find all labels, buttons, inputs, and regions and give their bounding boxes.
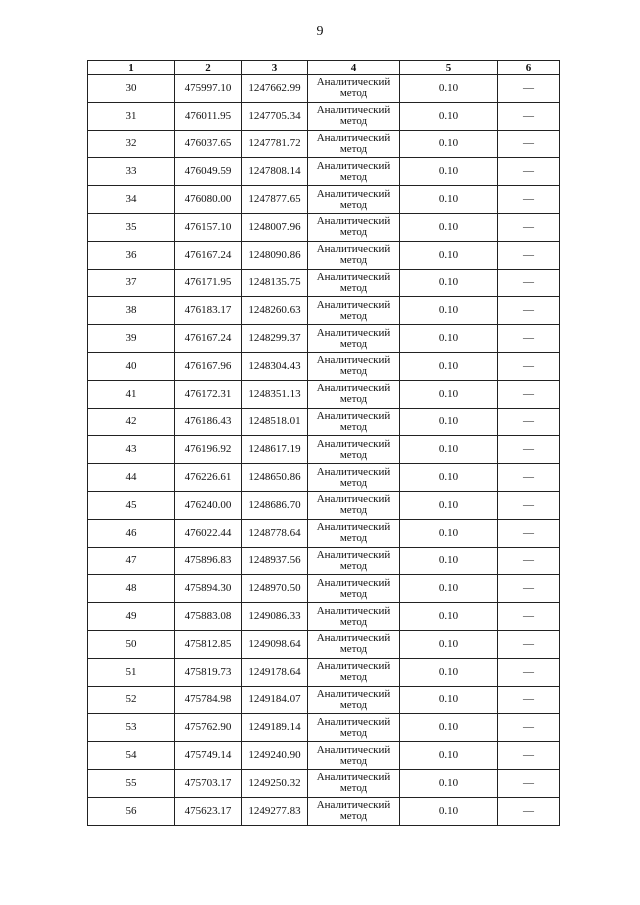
x-coordinate-cell: 476157.10 bbox=[175, 213, 242, 241]
accuracy-cell: 0.10 bbox=[400, 686, 498, 714]
note-cell: — bbox=[498, 269, 560, 297]
point-number-cell: 41 bbox=[88, 380, 175, 408]
point-number-cell: 39 bbox=[88, 325, 175, 353]
x-coordinate-cell: 476037.65 bbox=[175, 130, 242, 158]
table-row bbox=[88, 519, 560, 547]
method-label-line2: метод bbox=[339, 393, 368, 406]
accuracy-cell: 0.10 bbox=[400, 658, 498, 686]
note-cell: — bbox=[498, 158, 560, 186]
y-coordinate-cell: 1248970.50 bbox=[242, 575, 308, 603]
method-label-line2: метод bbox=[339, 476, 368, 489]
method-label-line2: метод bbox=[339, 504, 368, 517]
table-row bbox=[88, 658, 560, 686]
table-row bbox=[88, 130, 560, 158]
accuracy-cell: 0.10 bbox=[400, 769, 498, 797]
point-number-cell: 33 bbox=[88, 158, 175, 186]
y-coordinate-cell: 1247808.14 bbox=[242, 158, 308, 186]
note-cell: — bbox=[498, 797, 560, 825]
method-label-line2: метод bbox=[339, 142, 368, 155]
x-coordinate-cell: 476167.96 bbox=[175, 352, 242, 380]
note-cell: — bbox=[498, 186, 560, 214]
method-label-line2: метод bbox=[339, 198, 368, 211]
method-label-line2: метод bbox=[339, 615, 368, 628]
method-label-line1: Аналитический bbox=[316, 243, 391, 256]
point-number-cell: 32 bbox=[88, 130, 175, 158]
x-coordinate-cell: 475749.14 bbox=[175, 742, 242, 770]
x-coordinate-cell: 475784.98 bbox=[175, 686, 242, 714]
method-cell bbox=[308, 714, 400, 742]
table-row bbox=[88, 102, 560, 130]
y-coordinate-cell: 1247662.99 bbox=[242, 75, 308, 103]
point-number-cell: 51 bbox=[88, 658, 175, 686]
accuracy-cell: 0.10 bbox=[400, 547, 498, 575]
table-header-row bbox=[88, 61, 560, 75]
note-cell: — bbox=[498, 603, 560, 631]
table-row bbox=[88, 797, 560, 825]
method-label-line2: метод bbox=[339, 309, 368, 322]
x-coordinate-cell: 476186.43 bbox=[175, 408, 242, 436]
method-label-line1: Аналитический bbox=[316, 76, 391, 89]
method-label-line1: Аналитический bbox=[316, 660, 391, 673]
method-label-line1: Аналитический bbox=[316, 159, 391, 172]
method-cell bbox=[308, 491, 400, 519]
column-header-2: 2 bbox=[175, 61, 242, 75]
y-coordinate-cell: 1247705.34 bbox=[242, 102, 308, 130]
table-row bbox=[88, 436, 560, 464]
point-number-cell: 34 bbox=[88, 186, 175, 214]
method-cell bbox=[308, 575, 400, 603]
method-cell bbox=[308, 75, 400, 103]
accuracy-cell: 0.10 bbox=[400, 186, 498, 214]
table-row bbox=[88, 491, 560, 519]
method-label-line1: Аналитический bbox=[316, 354, 391, 367]
y-coordinate-cell: 1248351.13 bbox=[242, 380, 308, 408]
table-row bbox=[88, 186, 560, 214]
coordinates-table bbox=[87, 60, 560, 826]
accuracy-cell: 0.10 bbox=[400, 130, 498, 158]
method-label-line1: Аналитический bbox=[316, 437, 391, 450]
x-coordinate-cell: 476183.17 bbox=[175, 297, 242, 325]
table-row bbox=[88, 769, 560, 797]
note-cell: — bbox=[498, 742, 560, 770]
table-row bbox=[88, 213, 560, 241]
method-label-line1: Аналитический bbox=[316, 326, 391, 339]
note-cell: — bbox=[498, 575, 560, 603]
column-header-4: 4 bbox=[308, 61, 400, 75]
x-coordinate-cell: 476171.95 bbox=[175, 269, 242, 297]
accuracy-cell: 0.10 bbox=[400, 714, 498, 742]
method-label-line2: метод bbox=[339, 87, 368, 100]
method-cell bbox=[308, 769, 400, 797]
table-row bbox=[88, 352, 560, 380]
method-label-line1: Аналитический bbox=[316, 632, 391, 645]
point-number-cell: 36 bbox=[88, 241, 175, 269]
note-cell: — bbox=[498, 491, 560, 519]
point-number-cell: 49 bbox=[88, 603, 175, 631]
x-coordinate-cell: 476011.95 bbox=[175, 102, 242, 130]
accuracy-cell: 0.10 bbox=[400, 102, 498, 130]
method-cell bbox=[308, 742, 400, 770]
note-cell: — bbox=[498, 102, 560, 130]
accuracy-cell: 0.10 bbox=[400, 297, 498, 325]
method-label-line2: метод bbox=[339, 448, 368, 461]
method-label-line2: метод bbox=[339, 698, 368, 711]
point-number-cell: 55 bbox=[88, 769, 175, 797]
table-row bbox=[88, 75, 560, 103]
x-coordinate-cell: 476226.61 bbox=[175, 464, 242, 492]
method-cell bbox=[308, 269, 400, 297]
point-number-cell: 45 bbox=[88, 491, 175, 519]
y-coordinate-cell: 1249086.33 bbox=[242, 603, 308, 631]
point-number-cell: 38 bbox=[88, 297, 175, 325]
y-coordinate-cell: 1248299.37 bbox=[242, 325, 308, 353]
method-label-line1: Аналитический bbox=[316, 799, 391, 812]
point-number-cell: 52 bbox=[88, 686, 175, 714]
y-coordinate-cell: 1247781.72 bbox=[242, 130, 308, 158]
x-coordinate-cell: 476167.24 bbox=[175, 325, 242, 353]
x-coordinate-cell: 475762.90 bbox=[175, 714, 242, 742]
x-coordinate-cell: 476049.59 bbox=[175, 158, 242, 186]
y-coordinate-cell: 1248260.63 bbox=[242, 297, 308, 325]
note-cell: — bbox=[498, 130, 560, 158]
note-cell: — bbox=[498, 547, 560, 575]
method-cell bbox=[308, 547, 400, 575]
method-label-line2: метод bbox=[339, 726, 368, 739]
y-coordinate-cell: 1248650.86 bbox=[242, 464, 308, 492]
accuracy-cell: 0.10 bbox=[400, 75, 498, 103]
table-row bbox=[88, 158, 560, 186]
y-coordinate-cell: 1248617.19 bbox=[242, 436, 308, 464]
point-number-cell: 35 bbox=[88, 213, 175, 241]
method-label-line1: Аналитический bbox=[316, 187, 391, 200]
note-cell: — bbox=[498, 436, 560, 464]
method-cell bbox=[308, 158, 400, 186]
method-cell bbox=[308, 241, 400, 269]
note-cell: — bbox=[498, 408, 560, 436]
x-coordinate-cell: 475623.17 bbox=[175, 797, 242, 825]
accuracy-cell: 0.10 bbox=[400, 464, 498, 492]
method-cell bbox=[308, 102, 400, 130]
method-label-line2: метод bbox=[339, 559, 368, 572]
method-cell bbox=[308, 464, 400, 492]
table-row bbox=[88, 630, 560, 658]
method-cell bbox=[308, 380, 400, 408]
column-header-6: 6 bbox=[498, 61, 560, 75]
method-label-line1: Аналитический bbox=[316, 270, 391, 283]
method-label-line1: Аналитический bbox=[316, 687, 391, 700]
table-row bbox=[88, 464, 560, 492]
point-number-cell: 44 bbox=[88, 464, 175, 492]
point-number-cell: 42 bbox=[88, 408, 175, 436]
y-coordinate-cell: 1248778.64 bbox=[242, 519, 308, 547]
point-number-cell: 40 bbox=[88, 352, 175, 380]
accuracy-cell: 0.10 bbox=[400, 519, 498, 547]
note-cell: — bbox=[498, 241, 560, 269]
accuracy-cell: 0.10 bbox=[400, 380, 498, 408]
point-number-cell: 43 bbox=[88, 436, 175, 464]
method-cell bbox=[308, 630, 400, 658]
accuracy-cell: 0.10 bbox=[400, 352, 498, 380]
y-coordinate-cell: 1249250.32 bbox=[242, 769, 308, 797]
method-label-line2: метод bbox=[339, 226, 368, 239]
x-coordinate-cell: 475703.17 bbox=[175, 769, 242, 797]
method-label-line1: Аналитический bbox=[316, 104, 391, 117]
point-number-cell: 50 bbox=[88, 630, 175, 658]
accuracy-cell: 0.10 bbox=[400, 603, 498, 631]
method-cell bbox=[308, 130, 400, 158]
point-number-cell: 46 bbox=[88, 519, 175, 547]
y-coordinate-cell: 1248686.70 bbox=[242, 491, 308, 519]
method-label-line2: метод bbox=[339, 281, 368, 294]
method-cell bbox=[308, 408, 400, 436]
x-coordinate-cell: 475812.85 bbox=[175, 630, 242, 658]
column-header-3: 3 bbox=[242, 61, 308, 75]
x-coordinate-cell: 475997.10 bbox=[175, 75, 242, 103]
method-cell bbox=[308, 797, 400, 825]
method-label-line1: Аналитический bbox=[316, 604, 391, 617]
y-coordinate-cell: 1248304.43 bbox=[242, 352, 308, 380]
method-label-line1: Аналитический bbox=[316, 715, 391, 728]
note-cell: — bbox=[498, 769, 560, 797]
y-coordinate-cell: 1248937.56 bbox=[242, 547, 308, 575]
x-coordinate-cell: 476172.31 bbox=[175, 380, 242, 408]
table-row bbox=[88, 742, 560, 770]
point-number-cell: 30 bbox=[88, 75, 175, 103]
method-label-line2: метод bbox=[339, 365, 368, 378]
note-cell: — bbox=[498, 325, 560, 353]
method-cell bbox=[308, 297, 400, 325]
y-coordinate-cell: 1249098.64 bbox=[242, 630, 308, 658]
y-coordinate-cell: 1248090.86 bbox=[242, 241, 308, 269]
column-header-1: 1 bbox=[88, 61, 175, 75]
method-label-line2: метод bbox=[339, 587, 368, 600]
method-label-line1: Аналитический bbox=[316, 215, 391, 228]
x-coordinate-cell: 475896.83 bbox=[175, 547, 242, 575]
accuracy-cell: 0.10 bbox=[400, 491, 498, 519]
table-body bbox=[88, 75, 560, 826]
method-label-line2: метод bbox=[339, 115, 368, 128]
note-cell: — bbox=[498, 297, 560, 325]
x-coordinate-cell: 475894.30 bbox=[175, 575, 242, 603]
method-label-line2: метод bbox=[339, 671, 368, 684]
x-coordinate-cell: 476196.92 bbox=[175, 436, 242, 464]
note-cell: — bbox=[498, 519, 560, 547]
method-cell bbox=[308, 603, 400, 631]
method-label-line1: Аналитический bbox=[316, 576, 391, 589]
method-label-line2: метод bbox=[339, 532, 368, 545]
point-number-cell: 47 bbox=[88, 547, 175, 575]
method-label-line2: метод bbox=[339, 420, 368, 433]
method-cell bbox=[308, 519, 400, 547]
point-number-cell: 54 bbox=[88, 742, 175, 770]
method-label-line1: Аналитический bbox=[316, 493, 391, 506]
accuracy-cell: 0.10 bbox=[400, 575, 498, 603]
accuracy-cell: 0.10 bbox=[400, 742, 498, 770]
y-coordinate-cell: 1248518.01 bbox=[242, 408, 308, 436]
note-cell: — bbox=[498, 714, 560, 742]
note-cell: — bbox=[498, 630, 560, 658]
y-coordinate-cell: 1249178.64 bbox=[242, 658, 308, 686]
note-cell: — bbox=[498, 352, 560, 380]
y-coordinate-cell: 1247877.65 bbox=[242, 186, 308, 214]
note-cell: — bbox=[498, 464, 560, 492]
table-row bbox=[88, 241, 560, 269]
x-coordinate-cell: 476240.00 bbox=[175, 491, 242, 519]
table-row bbox=[88, 714, 560, 742]
accuracy-cell: 0.10 bbox=[400, 436, 498, 464]
y-coordinate-cell: 1249184.07 bbox=[242, 686, 308, 714]
x-coordinate-cell: 476080.00 bbox=[175, 186, 242, 214]
method-label-line1: Аналитический bbox=[316, 298, 391, 311]
x-coordinate-cell: 476022.44 bbox=[175, 519, 242, 547]
method-label-line2: метод bbox=[339, 782, 368, 795]
method-label-line2: метод bbox=[339, 170, 368, 183]
y-coordinate-cell: 1249240.90 bbox=[242, 742, 308, 770]
point-number-cell: 37 bbox=[88, 269, 175, 297]
table-row bbox=[88, 547, 560, 575]
method-label-line2: метод bbox=[339, 337, 368, 350]
method-cell bbox=[308, 436, 400, 464]
table-row bbox=[88, 575, 560, 603]
table-row bbox=[88, 269, 560, 297]
y-coordinate-cell: 1248135.75 bbox=[242, 269, 308, 297]
accuracy-cell: 0.10 bbox=[400, 325, 498, 353]
method-cell bbox=[308, 352, 400, 380]
method-cell bbox=[308, 186, 400, 214]
method-label-line1: Аналитический bbox=[316, 771, 391, 784]
method-label-line1: Аналитический bbox=[316, 465, 391, 478]
point-number-cell: 56 bbox=[88, 797, 175, 825]
method-cell bbox=[308, 686, 400, 714]
method-label-line1: Аналитический bbox=[316, 382, 391, 395]
method-label-line1: Аналитический bbox=[316, 521, 391, 534]
method-cell bbox=[308, 325, 400, 353]
method-label-line2: метод bbox=[339, 254, 368, 267]
point-number-cell: 53 bbox=[88, 714, 175, 742]
method-label-line1: Аналитический bbox=[316, 131, 391, 144]
x-coordinate-cell: 476167.24 bbox=[175, 241, 242, 269]
y-coordinate-cell: 1248007.96 bbox=[242, 213, 308, 241]
table-row bbox=[88, 325, 560, 353]
accuracy-cell: 0.10 bbox=[400, 408, 498, 436]
method-label-line1: Аналитический bbox=[316, 409, 391, 422]
method-label-line1: Аналитический bbox=[316, 743, 391, 756]
accuracy-cell: 0.10 bbox=[400, 213, 498, 241]
note-cell: — bbox=[498, 213, 560, 241]
note-cell: — bbox=[498, 380, 560, 408]
method-label-line1: Аналитический bbox=[316, 548, 391, 561]
method-cell bbox=[308, 658, 400, 686]
x-coordinate-cell: 475883.08 bbox=[175, 603, 242, 631]
accuracy-cell: 0.10 bbox=[400, 241, 498, 269]
y-coordinate-cell: 1249277.83 bbox=[242, 797, 308, 825]
note-cell: — bbox=[498, 75, 560, 103]
column-header-5: 5 bbox=[400, 61, 498, 75]
accuracy-cell: 0.10 bbox=[400, 797, 498, 825]
table-row bbox=[88, 408, 560, 436]
point-number-cell: 31 bbox=[88, 102, 175, 130]
page-number: 9 bbox=[316, 24, 324, 39]
accuracy-cell: 0.10 bbox=[400, 630, 498, 658]
table-row bbox=[88, 686, 560, 714]
x-coordinate-cell: 475819.73 bbox=[175, 658, 242, 686]
point-number-cell: 48 bbox=[88, 575, 175, 603]
accuracy-cell: 0.10 bbox=[400, 269, 498, 297]
note-cell: — bbox=[498, 686, 560, 714]
method-label-line2: метод bbox=[339, 810, 368, 823]
note-cell: — bbox=[498, 658, 560, 686]
method-label-line2: метод bbox=[339, 754, 368, 767]
method-cell bbox=[308, 213, 400, 241]
y-coordinate-cell: 1249189.14 bbox=[242, 714, 308, 742]
method-label-line2: метод bbox=[339, 643, 368, 656]
accuracy-cell: 0.10 bbox=[400, 158, 498, 186]
table-row bbox=[88, 297, 560, 325]
table-row bbox=[88, 380, 560, 408]
table-row bbox=[88, 603, 560, 631]
